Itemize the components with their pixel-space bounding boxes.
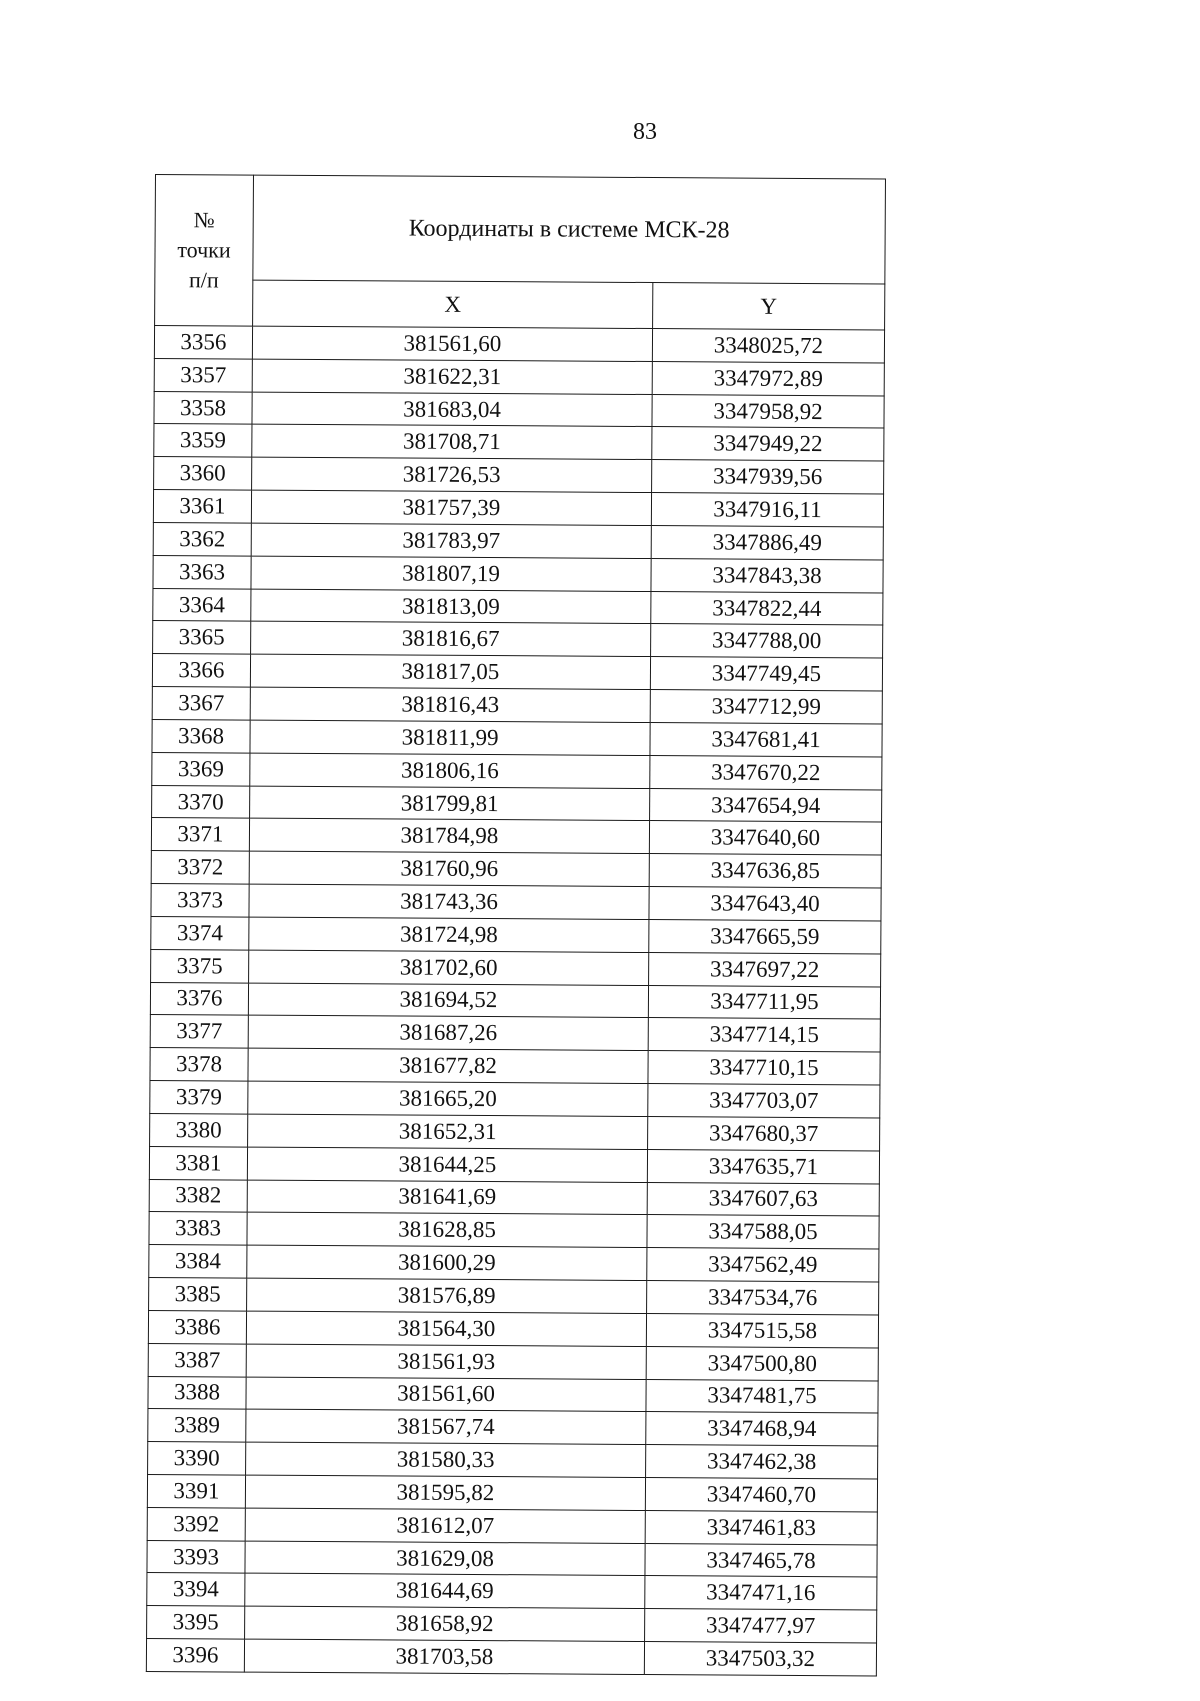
y-coordinate-cell: 3347477,97 (645, 1609, 877, 1643)
y-coordinate-cell: 3347636,85 (649, 854, 881, 888)
x-coordinate-cell: 381652,31 (248, 1114, 648, 1149)
point-number-cell: 3365 (153, 621, 251, 654)
table-row (148, 1310, 878, 1347)
point-number-cell: 3394 (147, 1573, 245, 1606)
x-coordinate-cell: 381665,20 (248, 1081, 648, 1116)
y-coordinate-cell: 3347471,16 (645, 1576, 877, 1610)
x-coordinate-cell: 381799,81 (250, 786, 650, 821)
y-coordinate-cell: 3347607,63 (647, 1182, 879, 1216)
x-coordinate-cell: 381644,25 (247, 1147, 647, 1182)
x-coordinate-cell: 381760,96 (249, 851, 649, 886)
table-row (151, 949, 881, 986)
table-row (154, 391, 884, 428)
y-column-header: Y (653, 283, 885, 330)
y-coordinate-cell: 3347500,80 (646, 1346, 878, 1380)
table-row (149, 1245, 879, 1282)
x-coordinate-cell: 381567,74 (246, 1409, 646, 1444)
x-coordinate-cell: 381641,69 (247, 1180, 647, 1215)
table-row (153, 522, 883, 559)
header-row-top (155, 175, 886, 285)
point-number-cell: 3383 (149, 1212, 247, 1245)
point-number-header-label: № точки п/п (177, 207, 231, 293)
table-row (152, 687, 882, 724)
y-coordinate-cell: 3347916,11 (651, 493, 883, 527)
y-coordinate-cell: 3347949,22 (652, 427, 884, 461)
y-coordinate-cell: 3347643,40 (649, 887, 881, 921)
coordinates-table (146, 174, 886, 1676)
point-number-cell: 3361 (153, 490, 251, 523)
x-coordinate-cell: 381628,85 (247, 1212, 647, 1247)
table-row (152, 719, 882, 756)
table-row (148, 1409, 878, 1446)
y-coordinate-cell: 3347788,00 (651, 624, 883, 658)
point-number-cell: 3359 (154, 424, 252, 457)
table-body (146, 326, 884, 1676)
y-coordinate-cell: 3347640,60 (649, 821, 881, 855)
y-coordinate-cell: 3347822,44 (651, 591, 883, 625)
header-row-axes (155, 280, 885, 330)
x-coordinate-cell: 381561,60 (246, 1377, 646, 1412)
y-coordinate-cell: 3347670,22 (650, 755, 882, 789)
point-number-cell: 3396 (146, 1639, 244, 1672)
x-coordinate-cell: 381807,19 (251, 556, 651, 591)
table-row (149, 1212, 879, 1249)
y-coordinate-cell: 3347697,22 (649, 952, 881, 986)
x-coordinate-cell: 381644,69 (245, 1574, 645, 1609)
table-header (155, 175, 886, 330)
point-number-cell: 3392 (147, 1507, 245, 1540)
point-number-cell: 3366 (152, 654, 250, 687)
y-coordinate-cell: 3347710,15 (648, 1051, 880, 1085)
x-coordinate-cell: 381595,82 (245, 1475, 645, 1510)
table-row (151, 884, 881, 921)
x-coordinate-cell: 381816,67 (251, 622, 651, 657)
point-number-cell: 3373 (151, 884, 249, 917)
point-number-cell: 3371 (151, 818, 249, 851)
y-coordinate-cell: 3347515,58 (646, 1313, 878, 1347)
x-coordinate-cell: 381708,71 (252, 425, 652, 460)
y-coordinate-cell: 3347665,59 (649, 919, 881, 953)
point-number-cell: 3381 (149, 1146, 247, 1179)
table-row (152, 654, 882, 691)
point-number-cell: 3393 (147, 1540, 245, 1573)
y-coordinate-cell: 3347460,70 (645, 1478, 877, 1512)
point-number-cell: 3377 (150, 1015, 248, 1048)
table-row (151, 818, 881, 855)
table-row (153, 621, 883, 658)
x-coordinate-cell: 381564,30 (246, 1311, 646, 1346)
y-coordinate-cell: 3347972,89 (652, 361, 884, 395)
point-number-cell: 3364 (153, 588, 251, 621)
table-row (148, 1442, 878, 1479)
point-number-cell: 3382 (149, 1179, 247, 1212)
table-row (147, 1474, 877, 1511)
point-number-cell: 3369 (152, 752, 250, 785)
x-coordinate-cell: 381629,08 (245, 1541, 645, 1576)
x-column-header: X (253, 280, 653, 328)
point-number-cell: 3358 (154, 391, 252, 424)
table-row (149, 1179, 879, 1216)
point-number-cell: 3390 (148, 1442, 246, 1475)
point-number-cell: 3370 (152, 785, 250, 818)
table-row (148, 1343, 878, 1380)
x-coordinate-cell: 381703,58 (244, 1639, 644, 1674)
y-coordinate-cell: 3347588,05 (647, 1215, 879, 1249)
y-coordinate-cell: 3347712,99 (650, 690, 882, 724)
table-row (153, 555, 883, 592)
point-number-cell: 3388 (148, 1376, 246, 1409)
y-coordinate-cell: 3347939,56 (652, 460, 884, 494)
y-coordinate-cell: 3347468,94 (646, 1412, 878, 1446)
point-number-cell: 3378 (150, 1048, 248, 1081)
table-row (153, 588, 883, 625)
y-coordinate-cell: 3347749,45 (650, 657, 882, 691)
y-coordinate-cell: 3347635,71 (647, 1149, 879, 1183)
x-coordinate-cell: 381726,53 (252, 457, 652, 492)
point-number-cell: 3356 (154, 326, 252, 359)
point-number-cell: 3372 (151, 851, 249, 884)
page-number: 83 (633, 119, 657, 145)
table-row (150, 1015, 880, 1052)
x-coordinate-cell: 381683,04 (252, 392, 652, 427)
y-coordinate-cell: 3347465,78 (645, 1543, 877, 1577)
table-row (154, 326, 884, 363)
x-coordinate-cell: 381677,82 (248, 1048, 648, 1083)
x-coordinate-cell: 381811,99 (250, 720, 650, 755)
x-coordinate-cell: 381580,33 (246, 1442, 646, 1477)
point-number-cell: 3395 (147, 1606, 245, 1639)
y-coordinate-cell: 3347703,07 (648, 1084, 880, 1118)
y-coordinate-cell: 3347680,37 (648, 1116, 880, 1150)
table-row (147, 1507, 877, 1544)
x-coordinate-cell: 381784,98 (249, 819, 649, 854)
point-number-header (155, 175, 254, 327)
table-row (150, 982, 880, 1019)
y-coordinate-cell: 3347714,15 (648, 1018, 880, 1052)
table-row (150, 1113, 880, 1150)
point-number-cell: 3379 (150, 1081, 248, 1114)
x-coordinate-cell: 381813,09 (251, 589, 651, 624)
point-number-cell: 3386 (148, 1310, 246, 1343)
y-coordinate-cell: 3347503,32 (644, 1642, 876, 1676)
y-coordinate-cell: 3348025,72 (652, 329, 884, 363)
y-coordinate-cell: 3347654,94 (650, 788, 882, 822)
x-coordinate-cell: 381743,36 (249, 884, 649, 919)
x-coordinate-cell: 381816,43 (250, 687, 650, 722)
coordinates-system-header: Координаты в системе МСК-28 (253, 175, 886, 284)
x-coordinate-cell: 381702,60 (249, 950, 649, 985)
x-coordinate-cell: 381576,89 (247, 1278, 647, 1313)
point-number-cell: 3367 (152, 687, 250, 720)
table-row (153, 490, 883, 527)
x-coordinate-cell: 381612,07 (245, 1508, 645, 1543)
table-row (147, 1606, 877, 1643)
x-coordinate-cell: 381561,60 (252, 326, 652, 361)
point-number-cell: 3391 (147, 1474, 245, 1507)
point-number-cell: 3376 (150, 982, 248, 1015)
y-coordinate-cell: 3347886,49 (651, 526, 883, 560)
x-coordinate-cell: 381622,31 (252, 359, 652, 394)
y-coordinate-cell: 3347461,83 (645, 1510, 877, 1544)
table-row (147, 1573, 877, 1610)
point-number-cell: 3375 (151, 949, 249, 982)
y-coordinate-cell: 3347843,38 (651, 558, 883, 592)
table-row (149, 1277, 879, 1314)
point-number-cell: 3374 (151, 916, 249, 949)
point-number-cell: 3389 (148, 1409, 246, 1442)
x-coordinate-cell: 381694,52 (248, 983, 648, 1018)
x-coordinate-cell: 381658,92 (245, 1606, 645, 1641)
table-row (152, 752, 882, 789)
point-number-cell: 3380 (150, 1113, 248, 1146)
point-number-cell: 3357 (154, 358, 252, 391)
x-coordinate-cell: 381783,97 (251, 523, 651, 558)
y-coordinate-cell: 3347711,95 (648, 985, 880, 1019)
table-row (154, 358, 884, 395)
y-coordinate-cell: 3347562,49 (647, 1248, 879, 1282)
x-coordinate-cell: 381817,05 (250, 654, 650, 689)
point-number-cell: 3385 (149, 1277, 247, 1310)
table-row (151, 851, 881, 888)
y-coordinate-cell: 3347462,38 (646, 1445, 878, 1479)
y-coordinate-cell: 3347481,75 (646, 1379, 878, 1413)
x-coordinate-cell: 381806,16 (250, 753, 650, 788)
y-coordinate-cell: 3347958,92 (652, 394, 884, 428)
point-number-cell: 3360 (154, 457, 252, 490)
table-row (154, 457, 884, 494)
table-row (150, 1081, 880, 1118)
y-coordinate-cell: 3347681,41 (650, 722, 882, 756)
x-coordinate-cell: 381724,98 (249, 917, 649, 952)
table-row (147, 1540, 877, 1577)
y-coordinate-cell: 3347534,76 (647, 1281, 879, 1315)
x-coordinate-cell: 381687,26 (248, 1015, 648, 1050)
table-row (148, 1376, 878, 1413)
x-coordinate-cell: 381561,93 (246, 1344, 646, 1379)
point-number-cell: 3362 (153, 522, 251, 555)
table-row (151, 916, 881, 953)
table-row (146, 1639, 876, 1676)
point-number-cell: 3368 (152, 719, 250, 752)
table-row (154, 424, 884, 461)
table-row (150, 1048, 880, 1085)
point-number-cell: 3363 (153, 555, 251, 588)
point-number-cell: 3387 (148, 1343, 246, 1376)
x-coordinate-cell: 381757,39 (251, 490, 651, 525)
table-row (149, 1146, 879, 1183)
table-row (152, 785, 882, 822)
point-number-cell: 3384 (149, 1245, 247, 1278)
x-coordinate-cell: 381600,29 (247, 1245, 647, 1280)
